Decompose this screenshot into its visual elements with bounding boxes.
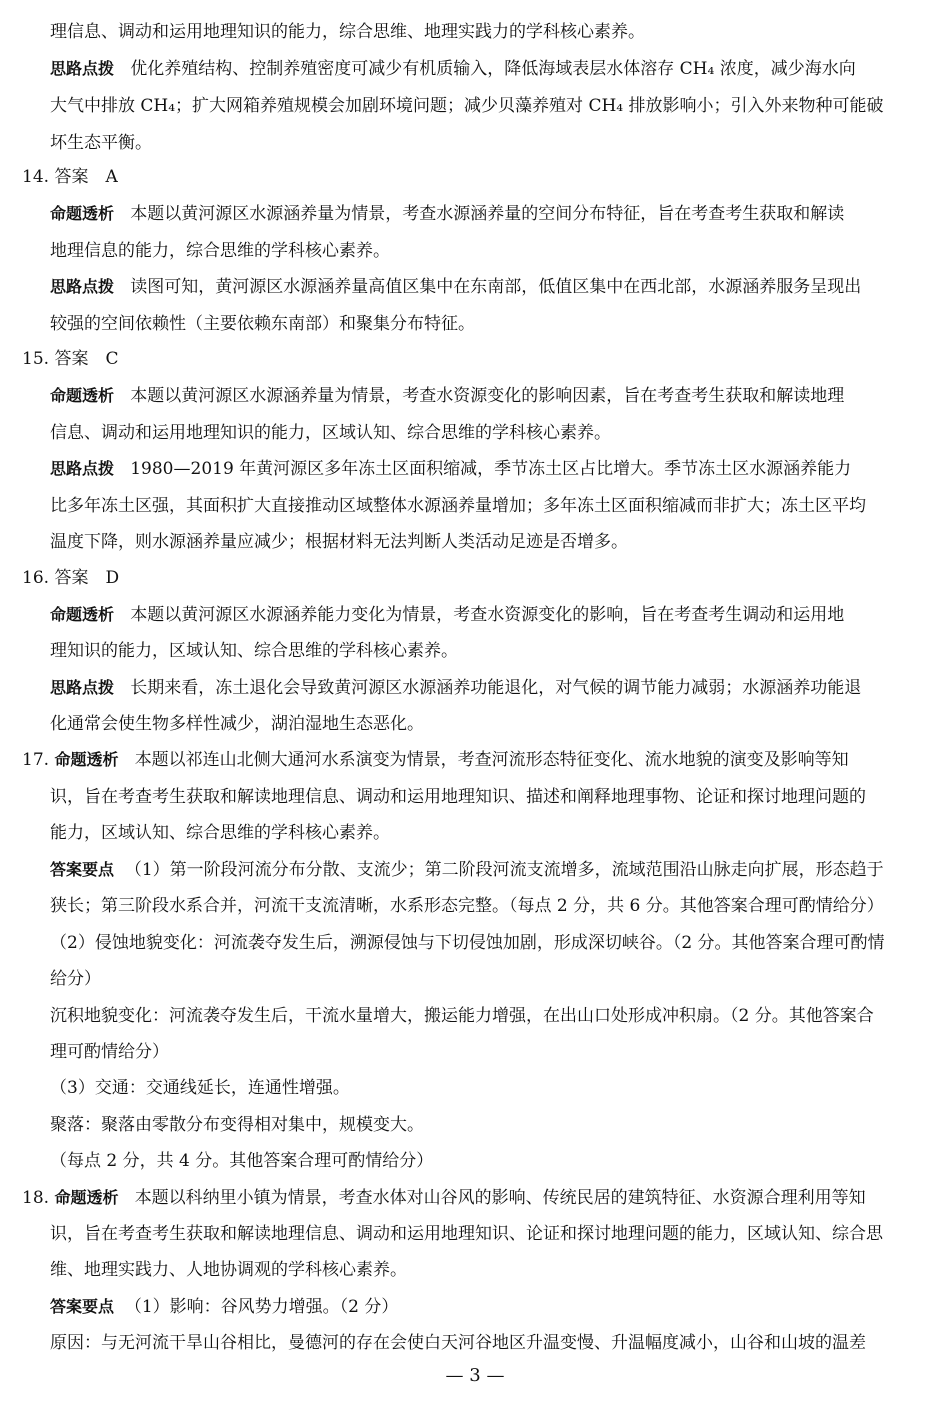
q15-silu <box>50 457 930 481</box>
q15-silu-line3: 温度下降，则水源涵养量应减少；根据材料无法判断人类活动足迹是否增多。 <box>50 532 628 552</box>
q18-daan <box>50 1295 930 1319</box>
q18-mingti <box>22 1186 930 1210</box>
daan-text: （1）影响：谷风势力增强。（2 分） <box>124 1297 399 1317</box>
q14-mingti-line2: 地理信息的能力，综合思维的学科核心素养。 <box>50 241 390 261</box>
silu-text: 长期来看，冻土退化会导致黄河源区水源涵养功能退化，对气候的调节能力减弱；水源涵养功能退 <box>130 678 862 698</box>
q15-silu-line2: 比多年冻土区强，其面积扩大直接推动区域整体水源涵养量增加；多年冻土区面积缩减而非扩大；冻土区平均 <box>50 496 866 516</box>
mingti-text: 本题以黄河源区水源涵养量为情景，考查水源涵养量的空间分布特征，旨在考查考生获取和解读 <box>130 204 845 224</box>
mingti-text: 本题以祁连山北侧大通河水系演变为情景，考查河流形态特征变化、流水地貌的演变及影响等知 <box>134 750 849 770</box>
q18-mingti-line3: 维、地理实践力、人地协调观的学科核心素养。 <box>50 1260 407 1280</box>
silu-label: 思路点拨 <box>50 277 115 296</box>
q16-mingti <box>50 603 930 627</box>
q15-mingti-line2: 信息、调动和运用地理知识的能力，区域认知、综合思维的学科核心素养。 <box>50 423 611 443</box>
q16-silu <box>50 676 930 700</box>
q14-silu-line2: 较强的空间依赖性（主要依赖东南部）和聚集分布特征。 <box>50 314 475 334</box>
q17-p2-line1: （2）侵蚀地貌变化：河流袭夺发生后，溯源侵蚀与下切侵蚀加剧，形成深切峡谷。（2 分。其他答案合理可酌情 <box>50 933 885 953</box>
silu-text: 优化养殖结构、控制养殖密度可减少有机质输入，降低海域表层水体溶存 CH₄ 浓度，减少海水向 <box>130 59 856 79</box>
silu-label: 思路点拨 <box>50 678 115 697</box>
q15-answer: 15. 答案 C <box>22 349 119 369</box>
q17-p3-line3: （每点 2 分，共 4 分。其他答案合理可酌情给分） <box>50 1151 434 1171</box>
q17-p2b-line2: 理可酌情给分） <box>50 1042 169 1062</box>
q13-silu-line3: 坏生态平衡。 <box>50 133 152 153</box>
daan-label: 答案要点 <box>50 1297 115 1316</box>
q14-silu <box>50 275 930 299</box>
q17-daan <box>50 858 930 882</box>
q16-silu-line2: 化通常会使生物多样性减少，湖泊湿地生态恶化。 <box>50 714 424 734</box>
q13-line: 理信息、调动和运用地理知识的能力，综合思维、地理实践力的学科核心素养。 <box>50 22 645 42</box>
q17-daan-line2: 狭长；第三阶段水系合并，河流干支流清晰，水系形态完整。（每点 2 分，共 6 分。其他答案合理可酌情给分） <box>50 896 884 916</box>
q17-p2-line2: 给分） <box>50 969 101 989</box>
q15-mingti <box>50 384 930 408</box>
daan-text: （1）第一阶段河流分布分散、支流少；第二阶段河流支流增多，流域范围沿山脉走向扩展，形态趋于 <box>124 860 884 880</box>
q13-silu-line2: 大气中排放 CH₄；扩大网箱养殖规模会加剧环境问题；减少贝藻养殖对 CH₄ 排放影响小；引入外来物种可能破 <box>50 96 884 116</box>
silu-text: 读图可知，黄河源区水源涵养量高值区集中在东南部，低值区集中在西北部，水源涵养服务呈现出 <box>130 277 862 297</box>
q18-yuanyin-line1: 原因：与无河流干旱山谷相比，曼德河的存在会使白天河谷地区升温变慢、升温幅度减小，山谷和山坡的温差 <box>50 1333 866 1353</box>
q17-p3-line1: （3）交通：交通线延长，连通性增强。 <box>50 1078 350 1098</box>
q16-mingti-line2: 理知识的能力，区域认知、综合思维的学科核心素养。 <box>50 641 458 661</box>
daan-label: 答案要点 <box>50 860 115 879</box>
mingti-label: 命题透析 <box>54 1188 119 1207</box>
q17-p2b-line1: 沉积地貌变化：河流袭夺发生后，干流水量增大，搬运能力增强，在出山口处形成冲积扇。（2 分。其他答案合 <box>50 1006 874 1026</box>
q14-mingti <box>50 202 930 226</box>
q13-silu <box>50 57 930 81</box>
q18-mingti-line2: 识，旨在考查考生获取和解读地理信息、调动和运用地理知识、论证和探讨地理问题的能力，区域认知、综合思 <box>50 1224 883 1244</box>
mingti-text: 本题以黄河源区水源涵养量为情景，考查水资源变化的影响因素，旨在考查考生获取和解读地理 <box>130 386 845 406</box>
silu-label: 思路点拨 <box>50 59 115 78</box>
q14-answer: 14. 答案 A <box>22 167 118 187</box>
silu-text: 1980—2019 年黄河源区多年冻土区面积缩减，季节冻土区占比增大。季节冻土区水源涵养能力 <box>130 459 852 479</box>
mingti-text: 本题以科纳里小镇为情景，考查水体对山谷风的影响、传统民居的建筑特征、水资源合理利用等知 <box>134 1188 866 1208</box>
page-number: — 3 — <box>445 1365 505 1386</box>
mingti-label: 命题透析 <box>50 605 115 624</box>
silu-label: 思路点拨 <box>50 459 115 478</box>
q17-mingti <box>22 748 930 772</box>
q16-answer: 16. 答案 D <box>22 568 120 588</box>
q17-p3-line2: 聚落：聚落由零散分布变得相对集中，规模变大。 <box>50 1115 424 1135</box>
q17-mingti-line2: 识，旨在考查考生获取和解读地理信息、调动和运用地理知识、描述和阐释地理事物、论证和探讨地理问题的 <box>50 787 866 807</box>
mingti-label: 命题透析 <box>54 750 119 769</box>
mingti-text: 本题以黄河源区水源涵养能力变化为情景，考查水资源变化的影响，旨在考查考生调动和运用地 <box>130 605 845 625</box>
q18-number: 18. <box>22 1188 50 1208</box>
q17-number: 17. <box>22 750 50 770</box>
mingti-label: 命题透析 <box>50 204 115 223</box>
q17-mingti-line3: 能力，区域认知、综合思维的学科核心素养。 <box>50 823 390 843</box>
mingti-label: 命题透析 <box>50 386 115 405</box>
